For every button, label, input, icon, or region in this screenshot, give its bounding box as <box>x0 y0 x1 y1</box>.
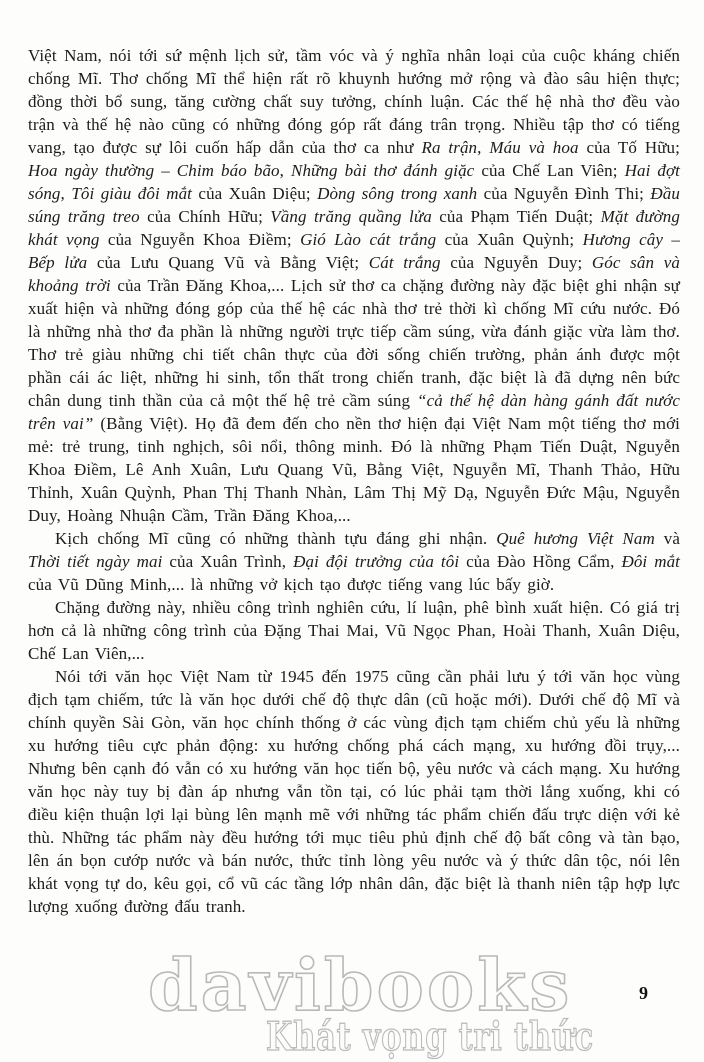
text-run: , <box>279 161 292 180</box>
text-run: của Nguyễn Đình Thi; <box>477 184 651 203</box>
italic-title-run: Máu và hoa <box>489 138 579 157</box>
text-run: của Xuân Trình, <box>162 552 294 571</box>
text-run: của Chính Hữu; <box>139 207 271 226</box>
italic-title-run: Quê hương Việt Nam <box>496 529 655 548</box>
italic-title-run: Hoa ngày thường – Chim báo bão <box>28 161 280 180</box>
text-run: của Nguyễn Khoa Điềm; <box>99 230 301 249</box>
italic-title-run: Đôi mắt <box>621 552 681 571</box>
text-run: của Phạm Tiến Duật; <box>431 207 601 226</box>
italic-title-run: Đại đội trưởng của tôi <box>293 552 460 571</box>
paragraph-4 <box>28 665 680 918</box>
text-run: Kịch chống Mĩ cũng có những thành tựu đáng ghi nhận. <box>55 529 497 548</box>
italic-title-run: Góc sân và khoảng trời <box>28 253 680 295</box>
text-run: của Đào Hồng Cẩm, <box>459 552 622 571</box>
text-run: của Xuân Quỳnh; <box>436 230 583 249</box>
italic-title-run: Tôi giàu đôi mắt <box>71 184 192 203</box>
text-run: Chặng đường này, nhiều công trình nghiên cứu, lí luận, phê bình xuất hiện. Có giá trị hơn cả là những công trình của Đặng Thai Mai, Vũ Ngọc Phan, Hoài Thanh, Xuân Diệu, Chế Lan Viên,... <box>28 598 680 663</box>
text-run: của Nguyễn Duy; <box>440 253 592 272</box>
italic-title-run: Hương cây – Bếp lửa <box>28 230 680 272</box>
text-block <box>28 44 680 918</box>
italic-title-run: Dòng sông trong xanh <box>317 184 478 203</box>
text-run: Nói tới văn học Việt Nam từ 1945 đến 1975 cũng cần phải lưu ý tới văn học vùng địch tạm chiếm, tức là văn học dưới chế độ thực dân (cũ hoặc mới). Dưới chế độ Mĩ và chính quyền Sài Gòn, văn học chính thống ở các vùng địch tạm chiếm chủ yếu là những xu hướng tiêu cực phản động: xu hướng chống phá cách mạng, xu hướng đồi trụy,... Nhưng bên cạnh đó vẫn có xu hướng văn học tiến bộ, yêu nước và cách mạng. Xu hướng văn học này tuy bị đàn áp nhưng vẫn tồn tại, có lúc phải tạm thời lắng xuống, khi có điều kiện thuận lợi lại bùng lên mạnh mẽ với những tác phẩm chiến đấu trực diện với kẻ thù. Những tác phẩm này đều hướng tới mục tiêu phủ định chế độ bất công và tàn bạo, lên án bọn cướp nước và bán nước, thức tỉnh lòng yêu nước và ý thức dân tộc, nói lên khát vọng tự do, kêu gọi, cổ vũ các tầng lớp nhân dân, đặc biệt là thanh niên tập hợp lực lượng xuống đường đấu tranh. <box>28 667 680 916</box>
paragraph-1 <box>28 44 680 527</box>
page-number: 9 <box>639 983 648 1003</box>
text-run: của Chế Lan Viên; <box>474 161 625 180</box>
italic-title-run: Cát trắng <box>368 253 441 272</box>
text-run: , <box>477 138 490 157</box>
watermark-slogan-text: Khát vọng tri thức <box>266 1014 594 1060</box>
italic-title-run: Vầng trăng quầng lửa <box>270 207 432 226</box>
text-run: của Xuân Diệu; <box>192 184 318 203</box>
text-run: (Bằng Việt). Họ đã đem đến cho nền thơ hiện đại Việt Nam một tiếng thơ mới mẻ: trẻ trung, tinh nghịch, sôi nổi, thông minh. Đó là những Phạm Tiến Duật, Nguyễn Khoa Điềm, Lê Anh Xuân, Lưu Quang Vũ, Bằng Việt, Nguyễn Mĩ, Thanh Thảo, Hữu Thỉnh, Xuân Quỳnh, Phan Thị Thanh Nhàn, Lâm Thị Mỹ Dạ, Nguyễn Đức Mậu, Nguyễn Duy, Hoàng Nhuận Cầm, Trần Đăng Khoa,... <box>28 414 680 525</box>
text-run: Việt Nam, nói tới sứ mệnh lịch sử, tầm vóc và ý nghĩa nhân loại của cuộc kháng chiến chống Mĩ. Thơ chống Mĩ thể hiện rất rõ khuynh hướng mở rộng và đào sâu hiện thực; đồng thời bổ sung, tăng cường chất suy tưởng, chính luận. Các thế hệ nhà thơ đều vào trận và thế hệ nào cũng có những đóng góp rất đáng trân trọng. Nhiều tập thơ có tiếng vang, tạo được sự lôi cuốn hấp dẫn của thơ ca như <box>28 46 680 157</box>
italic-title-run: Hai đợt sóng <box>28 161 680 203</box>
italic-title-run: Những bài thơ đánh giặc <box>291 161 475 180</box>
italic-title-run: Thời tiết ngày mai <box>28 552 163 571</box>
text-run: của Lưu Quang Vũ và Bằng Việt; <box>87 253 369 272</box>
italic-title-run: Mặt đường khát vọng <box>28 207 681 249</box>
text-run: và <box>654 529 680 548</box>
text-run: của Vũ Dũng Minh,... là những vở kịch tạo được tiếng vang lúc bấy giờ. <box>28 575 555 594</box>
paragraph-3 <box>28 596 680 665</box>
italic-title-run: Đầu súng trăng treo <box>28 184 680 226</box>
text-run: của Trần Đăng Khoa,... Lịch sử thơ ca chặng đường này đặc biệt ghi nhận sự xuất hiện và những đóng góp của thế hệ các nhà thơ trẻ thời kì chống Mĩ cứu nước. Đó là những nhà thơ đa phần là những người trực tiếp cầm súng, vừa đánh giặc vừa làm thơ. Thơ trẻ giàu những chi tiết chân thực của đời sống chiến trường, phản ánh được một phần cái ác liệt, những hi sinh, tổn thất trong chiến tranh, đặc biệt là đã dựng nên bức chân dung tinh thần của cả một thế hệ trẻ cầm súng <box>28 276 680 410</box>
italic-title-run: Ra trận <box>421 138 478 157</box>
text-run: của Tố Hữu; <box>578 138 680 157</box>
italic-title-run: “cả thế hệ dàn hàng gánh đất nước trên vai” <box>28 391 680 433</box>
watermark-davibooks-text: davibooks <box>148 943 573 1027</box>
italic-title-run: Gió Lào cát trắng <box>300 230 437 249</box>
paragraph-2 <box>28 527 680 596</box>
text-run: , <box>60 184 72 203</box>
